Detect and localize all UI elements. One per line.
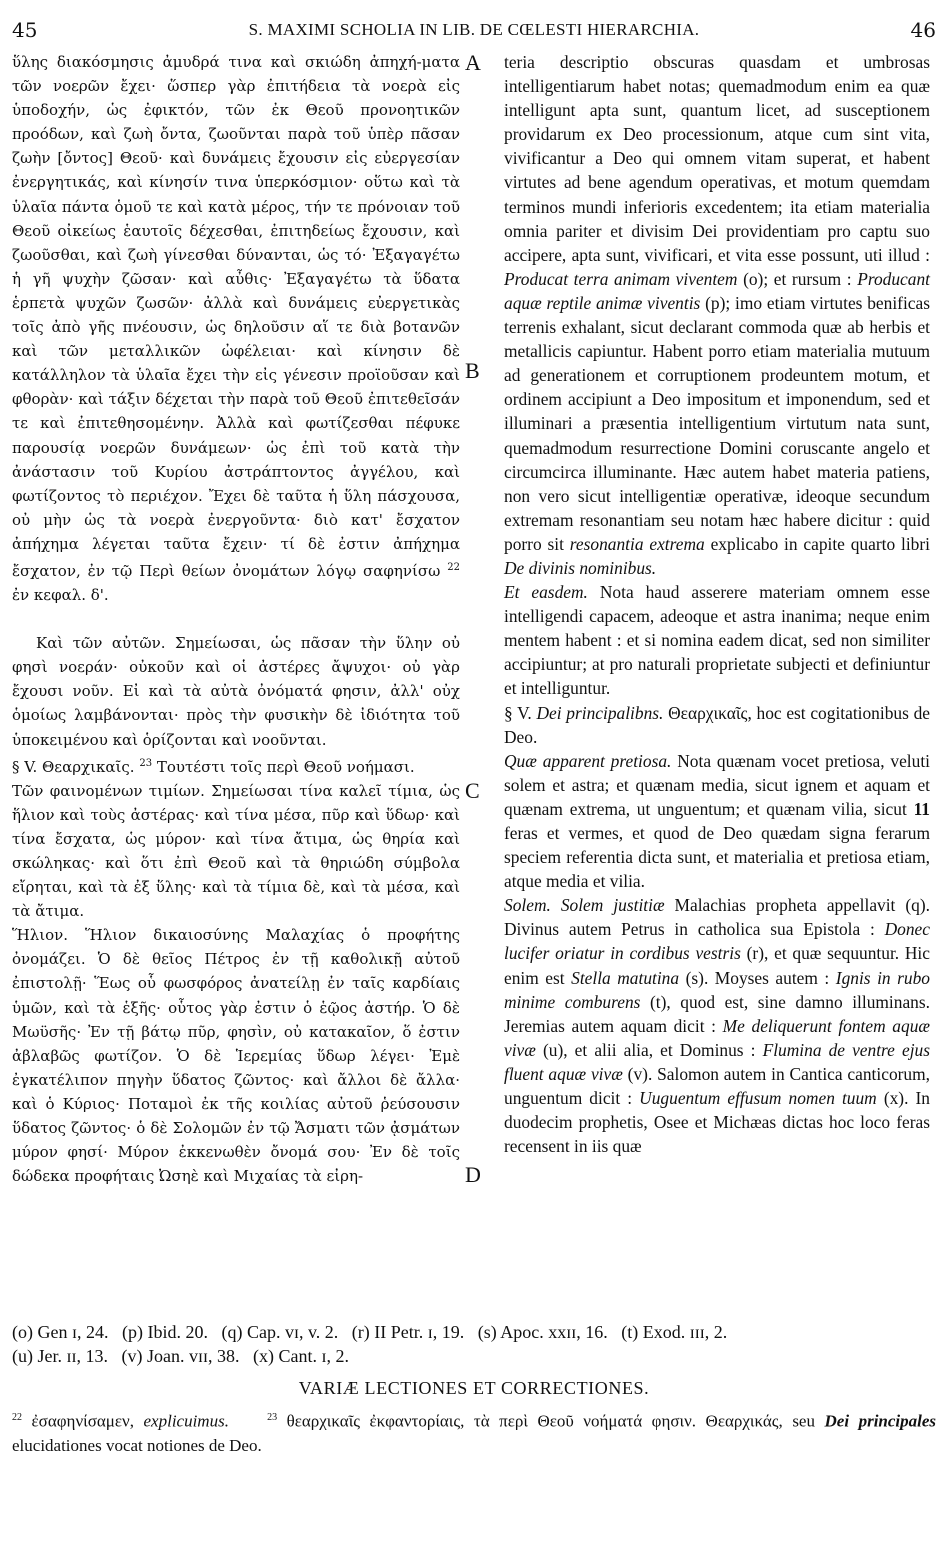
- latin-paragraph-4: Quæ apparent pretiosa. Nota quænam vocet pretiosa, veluti solem et astra; et quænam media, sicut ignem et aquam et quænam extrema, ut unguentum; et quænam vilia, sicut 11 feras et vermes, et quod de Deo quædam signa ferarum speciem referentia dicta sunt, et materialia et pretiosa etiam, atque media et vilia.: [504, 750, 930, 892]
- greek-column: [12, 50, 460, 1188]
- latin-paragraph-5: Solem. Solem justitiæ Malachias propheta appellavit (q). Divinus autem Petrus in catholica sua Epistola : Donec lucifer oriatur in cordibus vestris (r), et quæ sequuntur. Hic enim est Stella matutina (s). Moyses autem : Ignis in rubo minime comburens (t), quod est, sine damno illuminans. Jeremias autem aquam dicit : Me deliquerunt fontem aquæ vivæ (u), et alii alia, et Dominus : Flumina de ventre ejus fluent aquæ vivæ (v). Salomon autem in Cantica canticorum, unguentum dicit : Uuguentum effusum nomen tuum (x). In duodecim prophetis, Osee et Michæas dictas hoc loco feras recensent in iis quæ: [504, 895, 931, 1157]
- page-number-right: 46: [910, 18, 936, 42]
- variant-number-22: 22: [12, 1412, 22, 1423]
- page-number-left: 45: [12, 18, 38, 42]
- running-header: [12, 18, 936, 44]
- margin-marker-a: A: [465, 50, 481, 75]
- greek-paragraph-5: Ἥλιον. Ἥλιον δικαιοσύνης Μαλαχίας ὁ προφήτης ὀνομάζει. Ὁ δὲ θεῖος Πέτρος ἐν τῇ καθολικῇ αὐτοῦ ἐπιστολῇ· Ἕως οὗ φωσφόρος ἀνατείλῃ ἐν ταῖς καρδίαις ὑμῶν, καὶ τὰ ἑξῆς· οὗτος γὰρ ἐστιν ὁ ἑῷος ἀστήρ. Ὁ δὲ Μωϋσῆς· Ἐν τῇ βάτῳ πῦρ, φησὶν, οὐ κατακαῖον, ὅ ἐστιν ἀβλαβῶς φωτίζον. Ὁ δὲ Ἱερεμίας ὕδωρ λέγει· Ἐμὲ ἐγκατέλιπον πηγὴν ὕδατος ζῶντος· καὶ ἄλλοι δὲ ἄλλα· καὶ ὁ Κύριος· Ποταμοὶ ἐκ τῆς κοιλίας αὐτοῦ ῥεύσουσιν ὕδατος ζῶντος· ὁ δὲ Σολομῶν ἐν τῷ Ἄσματι τῶν ᾀσμάτων μύρον φησί· Μύρον ἐκκενωθὲν ὄνομά σου· Ἐν δὲ τοῖς δώδεκα προφήταις Ὠσηὲ καὶ Μιχαίας τὰ εἰρη-: [12, 926, 460, 1186]
- footnote-line-2: (u) Jer. ɪɪ, 13. (v) Joan. vɪɪ, 38. (x) Cant. ɪ, 2.: [12, 1346, 349, 1366]
- column-number: 11: [913, 798, 930, 819]
- footnote-line-1: (o) Gen ɪ, 24. (p) Ibid. 20. (q) Cap. vɪ, v. 2. (r) II Petr. ɪ, 19. (s) Apoc. xxɪɪ, 16. (t) Exod. ɪɪɪ, 2.: [12, 1322, 728, 1342]
- latin-paragraph-1: teria descriptio obscuras quasdam et umbrosas intelligentiarum habet notas; quemadmodum enim ea quæ intelligunt apta sunt, quantum licet, ad susceptionem providarum ex Deo processionum, atque cum sint vita, vivificantur a Deo qui omnem vitam superat, et habent virtutes ad bene agendum operativas, et motum quemdam terminos mundi inferioris excedentem; ita etiam materialia omnia pariter et divisim Dei providentiam pro captu suo accipere, apta sunt, vivificari, et vita esse possunt, uti illud : Producat terra animam viventem (o); et rursum : Producant aquæ reptile animæ viventis (p); imo etiam virtutes benificas terrenis exhalant, sicut declarant commoda quæ ab herbis et metallicis capiuntur. Habent porro etiam materialia mutuum ad generationem et corruptionem prodeuntem motum, et ordinem accipiunt a Deo impositum et imponendum, sed et illuminari a præsentia intelligentium virtutum nata sunt, quemadmodum resurrectione Domini coruscante angelo et circumcirca illuminante. Hæc autem habet materia patiens, non vero sicut intelligentiæ operativæ, ideoque secundum extremam resonantiam seu notam hæc habere dicitur : quid porro sit resonantia extrema explicabo in capite quarto libri De divinis nominibus.: [504, 52, 930, 578]
- greek-paragraph-3: § V. Θεαρχικαῖς. $^{23}$ Τουτέστι τοῖς περὶ Θεοῦ νοήμασι.: [12, 757, 415, 776]
- latin-paragraph-3: § V. Dei principalibns. Θεαρχικαῖς, hoc est cogitationibus de Deo.: [504, 702, 930, 747]
- variae-lectiones: $^{22}$ ἐσαφηνίσαμεν, explicuimus. $^{23}$ θεαρχικαῖς ἐκφαντορίαις, τὰ περὶ Θεοῦ νοήματά φησιν. Θεαρχικάς, seu Dei principales elucidationes vocat notiones de Deo.: [12, 1411, 937, 1455]
- note-ref-23: 23: [139, 757, 153, 769]
- variant-number-23: 23: [267, 1412, 278, 1423]
- latin-column: [504, 50, 930, 1158]
- footnotes: [12, 1320, 936, 1368]
- variae-title: VARIÆ LECTIONES ET CORRECTIONES.: [298, 1378, 650, 1398]
- note-ref-22: 22: [447, 561, 460, 573]
- margin-marker-d: D: [465, 1162, 481, 1187]
- running-title: S. MAXIMI SCHOLIA IN LIB. DE CŒLESTI HIERARCHIA.: [248, 20, 700, 39]
- greek-paragraph-1: ὕλης διακόσμησις ἀμυδρά τινα καὶ σκιώδη ἀπηχή-ματα τῶν νοερῶν ἔχει· ὥσπερ γὰρ ἐπιτήδεια τὰ νοερὰ εἰς ὑποδοχήν, ὡς ἐφικτόν, τῶν ἐκ Θεοῦ προνοητικῶν προόδων, καὶ ζωὴ ὄντα, ζωοῦνται παρὰ τοῦ ὑπὲρ πᾶσαν ζωὴν [ὄντος] Θεοῦ· καὶ δυνάμεις ἔχουσιν εἰς εὐεργεσίαν ἐνεργητικάς, καὶ κίνησίν τινα ὑπερκόσμιον· οὕτω καὶ τὰ ὑλαῖα πάντα ὁμοῦ τε καὶ κατὰ μέρος, τήν τε πρόνοιαν τοῦ Θεοῦ οἰκείως ἑαυτοῖς δέχεσθαι, ἐπιτηδείως ἔχουσιν, καὶ ζωοῦσθαι, καὶ ζωὴ γίνεσθαι δύνανται, ὡς τό· Ἐξαγαγέτω ἡ γῆ ψυχὴν ζῶσαν· καὶ αὖθις· Ἐξαγαγέτω τὰ ὕδατα ἑρπετὰ ψυχῶν ζωσῶν· ἀλλὰ καὶ δυνάμεις εὐεργετικὰς τοῖς ἀπὸ γῆς πνέουσιν, ὡς δηλοῦσιν αἵ τε διὰ βοτανῶν καὶ τῶν μεταλλικῶν ὠφέλειαι· καὶ κίνησιν δὲ κατάλληλον τὰ ὑλαῖα ἔχει τὴν εἰς γένεσιν προϊοῦσαν καὶ φθορὰν· καὶ τάξιν δέχεται τὴν παρὰ τοῦ Θεοῦ ἐπιτεθεῖσάν τε καὶ ἐπιτεθησομένην. Ἀλλὰ καὶ φωτίζεσθαι πέφυκε παρουσίᾳ νοερῶν δυνάμεων· ὡς ἐπὶ τοῦ κατὰ τὴν ἀνάστασιν τοῦ Κυρίου ἀστράπτοντος ἀγγέλου, καὶ φωτίζοντος τὸ περιέχον. Ἔχει δὲ ταῦτα ἡ ὕλη πάσχουσα, οὐ μὴν ὡς τὰ νοερὰ ἐνεργοῦντα· διὸ κατ' ἔσχατον ἀπήχημα λέγεται ταῦτα ἔχειν· τί δὲ ἐστιν ἀπήχημα ἔσχατον, ἐν τῷ Περὶ θείων ὀνομάτων λόγῳ σαφηνίσω $^{22}$ ἐν κεφαλ. δ'.: [12, 53, 460, 605]
- margin-marker-c: C: [465, 778, 480, 803]
- latin-paragraph-2: Et easdem. Nota haud asserere materiam omnem esse intelligendi capacem, adeoque et astra inanima; neque enim mentem habent : et si nomina eadem dicat, sed non similiter accipiuntur; at pro naturali proprietate subjecti et definiuntur et intelliguntur.: [504, 582, 930, 699]
- margin-marker-b: B: [465, 358, 480, 383]
- greek-paragraph-2: Καὶ τῶν αὐτῶν. Σημείωσαι, ὡς πᾶσαν τὴν ὕλην οὐ φησὶ νοεράν· οὐκοῦν καὶ οἱ ἀστέρες ἄψυχοι· οὐ γὰρ ἔχουσι νοῦν. Εἰ καὶ τὰ αὐτὰ ὀνόματά φησιν, ἀλλ' οὐχ ὁμοίως λαμβάνονται· πρὸς τὴν φυσικὴν δὲ ἰδιότητα τοῦ ὑποκειμένου καὶ ὁρίζονται καὶ νοοῦνται.: [12, 634, 460, 749]
- greek-paragraph-4: Τῶν φαινομένων τιμίων. Σημείωσαι τίνα καλεῖ τίμια, ὡς ἥλιον καὶ τοὺς ἀστέρας· καὶ τίνα μέσα, πῦρ καὶ ὕδωρ· καὶ τίνα ἔσχατα, ὡς μύρον· καὶ τίνα ἄτιμα, ὡς θηρία καὶ σκώληκας· καὶ ὅτι ἐπὶ Θεοῦ καὶ τὰ θηριώδη σύμβολα εἴρηται, καὶ τὰ ἐξ ὕλης· καὶ τὰ τίμια δὲ, καὶ τὰ μέσα, καὶ τὰ ἄτιμα.: [12, 781, 460, 921]
